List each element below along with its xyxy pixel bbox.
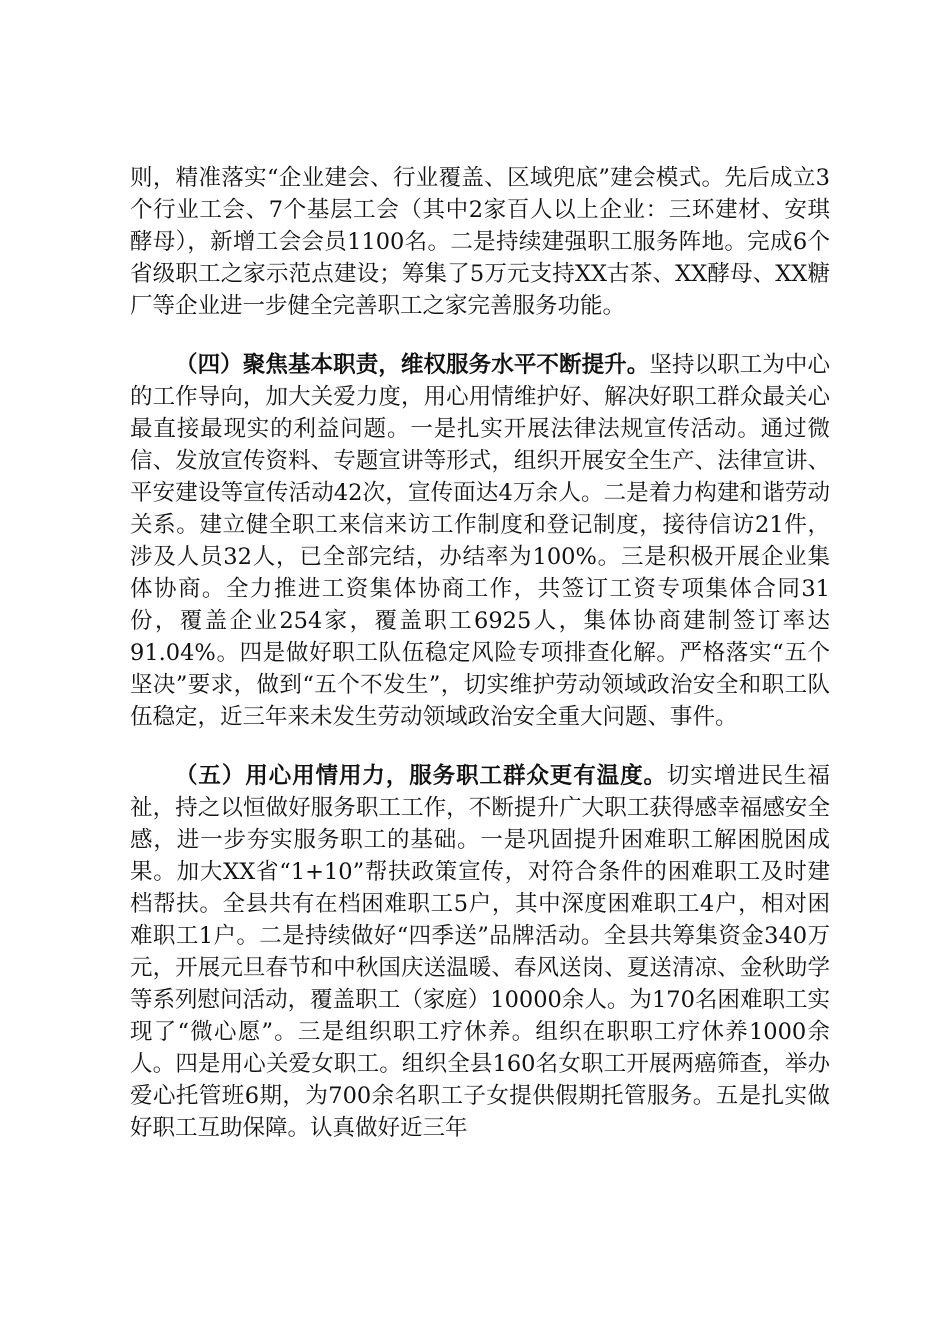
section-heading: （五）用心用情用力，服务职工群众更有温度。 [175,763,667,789]
paragraph-body: 切实增进民生福祉，持之以恒做好服务职工工作，不断提升广大职工获得感幸福感安全感，进一步夯实服务职工的基础。一是巩固提升困难职工解困脱困成果。加大XX省“1+10”帮扶政策宣传，对符合条件的困难职工及时建档帮扶。全县共有在档困难职工5户，其中深度困难职工4户，相对困难职工1户。二是持续做好“四季送”品牌活动。全县共筹集资金340万元，开展元旦春节和中秋国庆送温暖、春风送岗、夏送清凉、金秋助学等系列慰问活动，覆盖职工（家庭）10000余人。为170名困难职工实现了“微心愿”。三是组织职工疗休养。组织在职职工疗休养1000余人。四是用心关爱女职工。组织全县160名女职工开展两癌筛查，举办爱心托管班6期，为700余名职工子女提供假期托管服务。五是扎实做好职工互助保障。认真做好近三年 [130,763,830,1141]
document-page [130,162,830,1171]
section-heading: （四）聚焦基本职责，维权服务水平不断提升。 [175,352,650,378]
paragraph-continuation [130,162,830,322]
paragraph-section-5 [130,760,830,1144]
paragraph-section-4 [130,349,830,733]
paragraph-body: 坚持以职工为中心的工作导向，加大关爱力度，用心用情维护好、解决好职工群众最关心最直接最现实的利益问题。一是扎实开展法律法规宣传活动。通过微信、发放宣传资料、专题宣讲等形式，组织开展安全生产、法律宣讲、平安建设等宣传活动42次，宣传面达4万余人。二是着力构建和谐劳动关系。建立健全职工来信来访工作制度和登记制度，接待信访21件，涉及人员32人，已全部完结，办结率为100%。三是积极开展企业集体协商。全力推进工资集体协商工作，共签订工资专项集体合同31份，覆盖企业254家，覆盖职工6925人，集体协商建制签订率达91.04%。四是做好职工队伍稳定风险专项排查化解。严格落实“五个坚决”要求，做到“五个不发生”，切实维护劳动领域政治安全和职工队伍稳定，近三年来未发生劳动领域政治安全重大问题、事件。 [130,352,830,730]
paragraph-body: 则，精准落实“企业建会、行业覆盖、区域兜底”建会模式。先后成立3个行业工会、7个基层工会（其中2家百人以上企业：三环建材、安琪酵母），新增工会会员1100名。二是持续建强职工服务阵地。完成6个省级职工之家示范点建设；筹集了5万元支持XX古茶、XX酵母、XX糖厂等企业进一步健全完善职工之家完善服务功能。 [130,165,830,319]
